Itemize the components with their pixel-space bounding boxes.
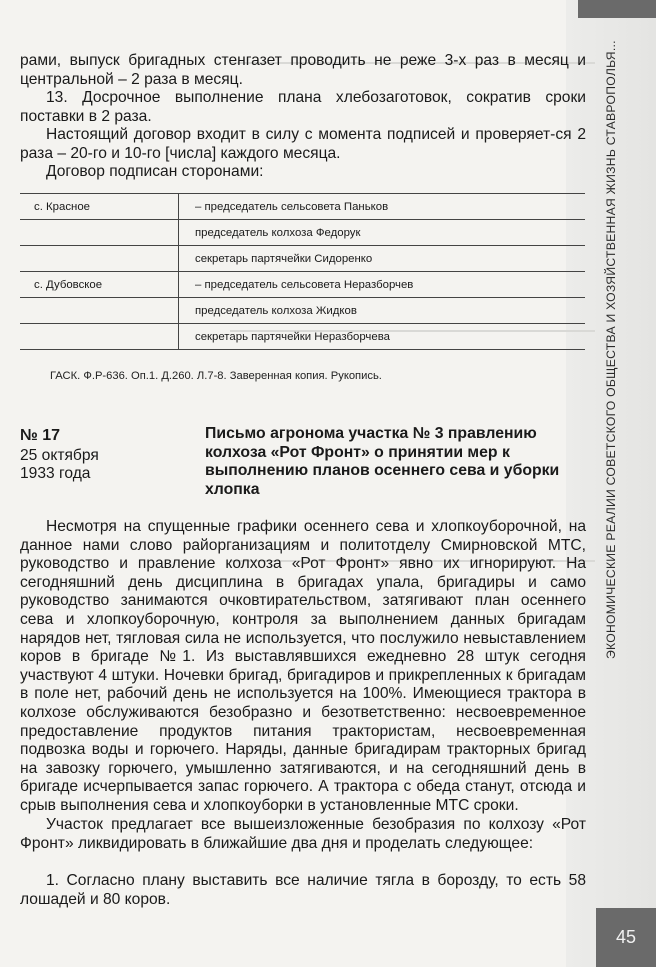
page-number: 45 (596, 908, 656, 967)
paragraph-signed: Договор подписан сторонами: (46, 163, 264, 180)
table-cell-role: председатель колхоза Федорук (179, 220, 586, 246)
table-cell-role: – председатель сельсовета Неразборчев (179, 272, 586, 298)
archive-source: ГАСК. Ф.Р-636. Оп.1. Д.260. Л.7-8. Заверенная копия. Рукопись. (50, 370, 382, 382)
signatories-table (20, 193, 585, 350)
paragraph-validity: Настоящий договор входит в силу с момента подписей и проверяет-ся 2 раза – 20-го и 10-го [числа] каждого месяца. (20, 126, 586, 162)
running-header: ЭКОНОМИЧЕСКИЕ РЕАЛИИ СОВЕТСКОГО ОБЩЕСТВА И ХОЗЯЙСТВЕННАЯ ЖИЗНЬ СТАВРОПОЛЬЯ... (604, 40, 618, 659)
body-paragraph: Участок предлагает все вышеизложенные безобразия по колхозу «Рот Фронт» ликвидировать в ближайшие два дня и проделать следующее: (20, 816, 586, 852)
table-row (20, 220, 585, 246)
table-cell-place (20, 298, 179, 324)
paragraph-continuation: рами, выпуск бригадных стенгазет проводить не реже 3-х раз в месяц и центральной – 2 раза в месяц. (20, 52, 586, 88)
body-paragraph: 1. Согласно плану выставить все наличие тягла в борозду, то есть 58 лошадей и 80 коров. (20, 872, 586, 908)
document-date-line: 1933 года (20, 465, 91, 483)
body-paragraph: Несмотря на спущенные графики осеннего сева и хлопкоуборочной, на данное нами слово райорганизациям и политотделу Смирновской МТС, руководство и правление колхоза «Рот Фронт» явно их игнорируют. На сегодняшний день дисциплина в бригадах упала, бригадиры и само руководство занимаются очковтирательством, затягивают план осеннего сева и хлопкоуборочную, контроля за выполнением данных бригадам нарядов нет, тягловая сила не используется, что послужило невыставлением коров в бригаде №1. Из выставлявшихся ежедневно 28 штук сегодня участвуют 4 штуки. Ночевки бригад, бригадиров и прикрепленных к бригадам в поле нет, рабочий день не используется на 100%. Имеющиеся трактора в колхозе обслуживаются безобразно и безответственно: несвоевременное предоставление продуктов питания трактористам, несвоевременная подвозка воды и горючего. Наряды, данные бригадирам тракторных бригад на завозку горючего, умышленно затягиваются, и на сегодняшний день в бригаде исчерпывается запас горючего. А трактора с обеда станут, отсюда и срыв выполнения сева и хлопкоуборки в установленные МТС сроки. (20, 518, 586, 814)
table-cell-place (20, 246, 179, 272)
table-row (20, 194, 585, 220)
document-number: № 17 (20, 427, 61, 444)
table-cell-place (20, 324, 179, 350)
document-title: Письмо агронома участка № 3 правлению колхоза «Рот Фронт» о принятии мер к выполнению планов осеннего сева и уборки хлопка (205, 425, 560, 498)
table-cell-role: председатель колхоза Жидков (179, 298, 586, 324)
paragraph-item-13: 13. Досрочное выполнение плана хлебозаготовок, сократив сроки поставки в 2 раза. (20, 89, 586, 125)
table-row (20, 246, 585, 272)
table-cell-place: с. Красное (20, 194, 179, 220)
document-date-line: 25 октября (20, 447, 99, 464)
table-cell-role: секретарь партячейки Сидоренко (179, 246, 586, 272)
table-row (20, 324, 585, 350)
table-cell-place: с. Дубовское (20, 272, 179, 298)
table-cell-role: секретарь партячейки Неразборчева (179, 324, 586, 350)
table-row (20, 298, 585, 324)
document-date (20, 447, 99, 484)
table-cell-place (20, 220, 179, 246)
table-cell-role: – председатель сельсовета Паньков (179, 194, 586, 220)
table-row (20, 272, 585, 298)
corner-block (578, 0, 656, 18)
